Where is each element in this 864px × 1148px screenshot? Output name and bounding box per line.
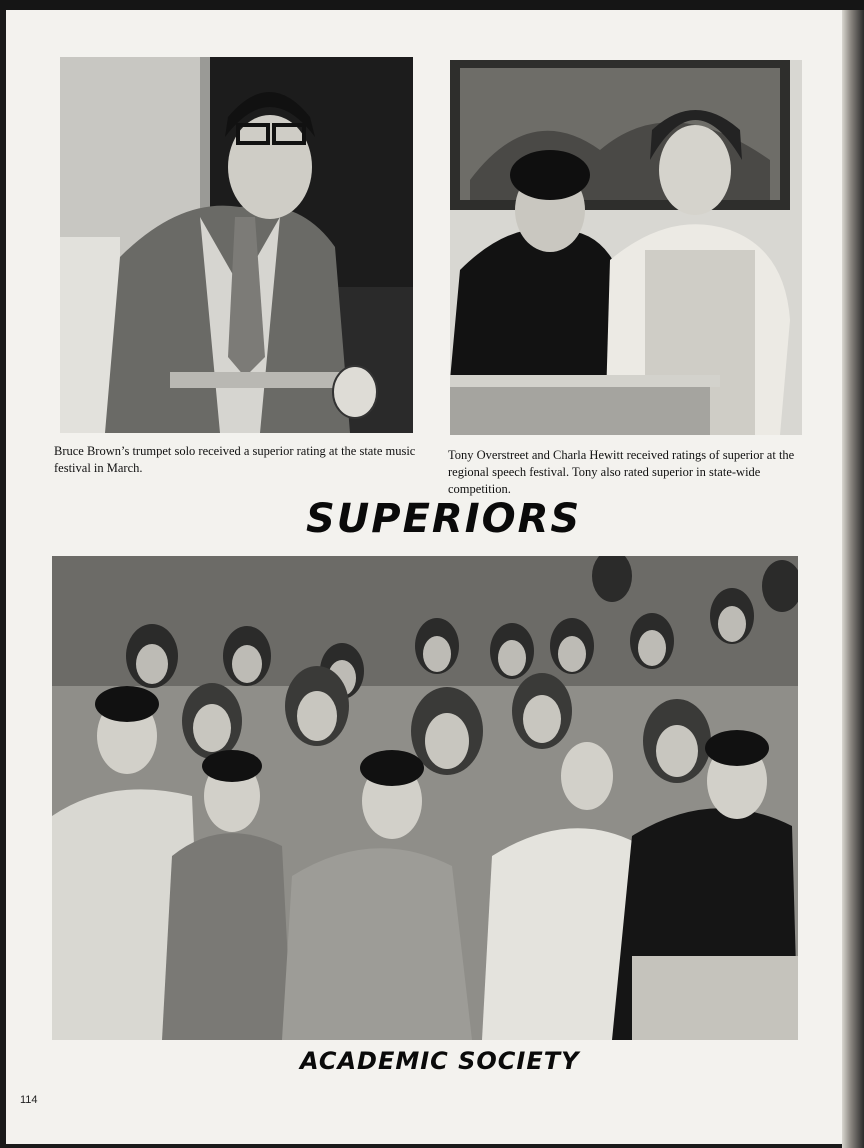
page-binding-edge [842,10,864,1148]
photo-trumpet-soloist [60,57,413,433]
scan-top-border [0,0,864,10]
photo-speech-students [450,60,802,435]
photo-academic-society-group [52,556,798,1040]
right-photo-caption: Tony Overstreet and Charla Hewitt received ratings of superior at the regional speech festival. Tony also rated superior in state-wide competition. [448,448,795,496]
left-photo-caption: Bruce Brown’s trumpet solo received a superior rating at the state music festival in March. [54,444,416,475]
page-number: 114 [20,1094,38,1106]
group-photo-title: ACADEMIC SOCIETY [300,1047,580,1075]
page-heading: SUPERIORS [306,496,582,542]
